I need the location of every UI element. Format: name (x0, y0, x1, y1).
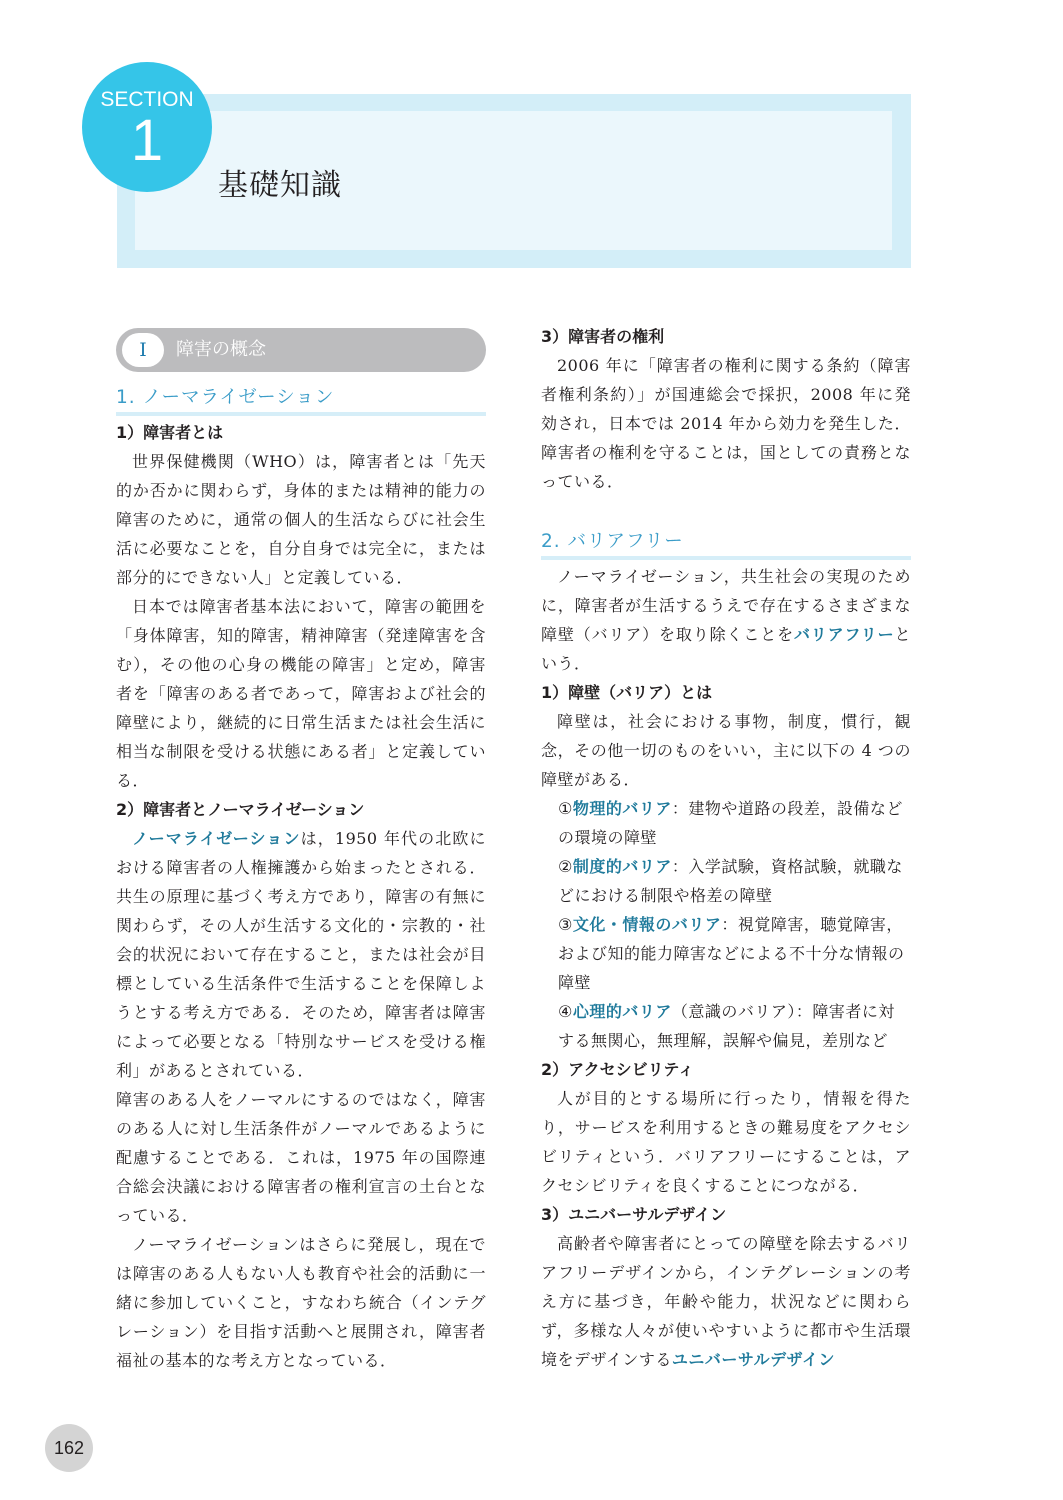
paragraph-normalization-text: は，1950 年代の北欧における障害者の人権擁護から始まったとされる．共生の原理に基づく考え方であり，障害の有無に関わらず，その人が生活する文化的・宗教的・社会的状況において存在すること，または社会が目標としている生活条件で生活することを保障しようとする考え方である．そのため，障害者は障害によって必要となる「特別なサービスを受ける権利」があるとされている． (116, 829, 486, 1080)
heading-barrier-free: 2. バリアフリー (541, 528, 911, 560)
universal-design-text: 高齢者や障害者にとっての障壁を除去するバリアフリーデザインから，インテグレーションの考え方に基づき，年齢や能力，状況などに関わらず，多様な人々が使いやすいように都市や生活環境をデザインする (541, 1234, 911, 1369)
barrier-item-institutional: ②制度的バリア：入学試験，資格試験，就職などにおける制限や格差の障壁 (558, 857, 903, 905)
keyword-normalization: ノーマライゼーション (132, 829, 301, 848)
paragraph-accessibility: 人が目的とする場所に行ったり，情報を得たり，サービスを利用するときの難易度をアクセシビリティという．バリアフリーにすることは，アクセシビリティを良くすることにつながる． (541, 1089, 911, 1195)
chapter-number: I (122, 333, 164, 367)
left-column (116, 322, 486, 1375)
chapter-heading (116, 328, 486, 372)
subheading-rights: 3）障害者の権利 (541, 327, 665, 346)
keyword-universal-design: ユニバーサルデザイン (671, 1350, 835, 1369)
right-column (541, 322, 911, 1374)
subheading-disabled-person: 1）障害者とは (116, 423, 224, 442)
paragraph-rights: 2006 年に「障害者の権利に関する条約（障害者権利条約）」が国連総会で採択，2008 年に発効され，日本では 2014 年から効力を発生した．障害者の権利を守ることは，国としての責務となっている． (541, 356, 911, 491)
paragraph-normalization (116, 824, 486, 1085)
section-number: 1 (130, 108, 164, 173)
paragraph-who-definition: 世界保健機関（WHO）は，障害者とは「先天的か否かに関わらず，身体的または精神的能力の障害のために，通常の個人的生活ならびに社会生活に必要なことを，自分自身では完全に，または部分的にできない人」と定義している． (116, 452, 486, 587)
subheading-normalization: 2）障害者とノーマライゼーション (116, 800, 365, 819)
barrier-item-cultural: ③文化・情報のバリア：視覚障害，聴覚障害，および知的能力障害などによる不十分な情報の障壁 (558, 915, 905, 992)
paragraph-barrier-free (541, 562, 911, 678)
paragraph-japan-definition: 日本では障害者基本法において，障害の範囲を「身体障害，知的障害，精神障害（発達障害を含む），その他の心身の機能の障害」と定め，障害者を「障害のある者であって，障害および社会的障壁により，継続的に日常生活または社会生活に相当な制限を受ける状態にある者」と定義している． (116, 597, 486, 790)
barrier-item-psychological: ④心理的バリア（意識のバリア）：障害者に対する無関心，無理解，誤解や偏見，差別など (558, 1002, 895, 1050)
subheading-universal-design: 3）ユニバーサルデザイン (541, 1205, 727, 1224)
barrier-free-intro-end: という． (541, 625, 911, 673)
paragraph-normalization-cont: 障害のある人をノーマルにするのではなく，障害のある人に対し生活条件がノーマルであるように配慮することである．これは，1975 年の国際連合総会決議における障害者の権利宣言の土台となっている． (116, 1090, 486, 1225)
section-title: 基礎知識 (218, 168, 342, 203)
keyword-barrier-free: バリアフリー (793, 625, 895, 644)
barrier-item-physical: ①物理的バリア：建物や道路の段差，設備などの環境の障壁 (558, 799, 903, 847)
section-label: SECTION (100, 88, 194, 111)
paragraph-barriers: 障壁は，社会における事物，制度，慣行，観念，その他一切のものをいい，主に以下の 4 つの障壁がある． (541, 712, 911, 789)
subheading-barriers: 1）障壁（バリア）とは (541, 683, 713, 702)
barrier-free-intro: ノーマライゼーション，共生社会の実現のために，障害者が生活するうえで存在するさまざまな障壁（バリア）を取り除くことを (541, 567, 911, 644)
page-number: 162 (45, 1424, 93, 1472)
section-badge (82, 62, 212, 192)
paragraph-integration: ノーマライゼーションはさらに発展し，現在では障害のある人もない人も教育や社会的活動に一緒に参加していくこと，すなわち統合（インテグレーション）を目指す活動へと展開され，障害者福祉の基本的な考え方となっている． (116, 1235, 486, 1370)
heading-normalization: 1. ノーマライゼーション (116, 384, 486, 416)
subheading-accessibility: 2）アクセシビリティ (541, 1060, 695, 1079)
paragraph-universal-design (541, 1229, 911, 1374)
chapter-title: 障害の概念 (176, 339, 266, 360)
